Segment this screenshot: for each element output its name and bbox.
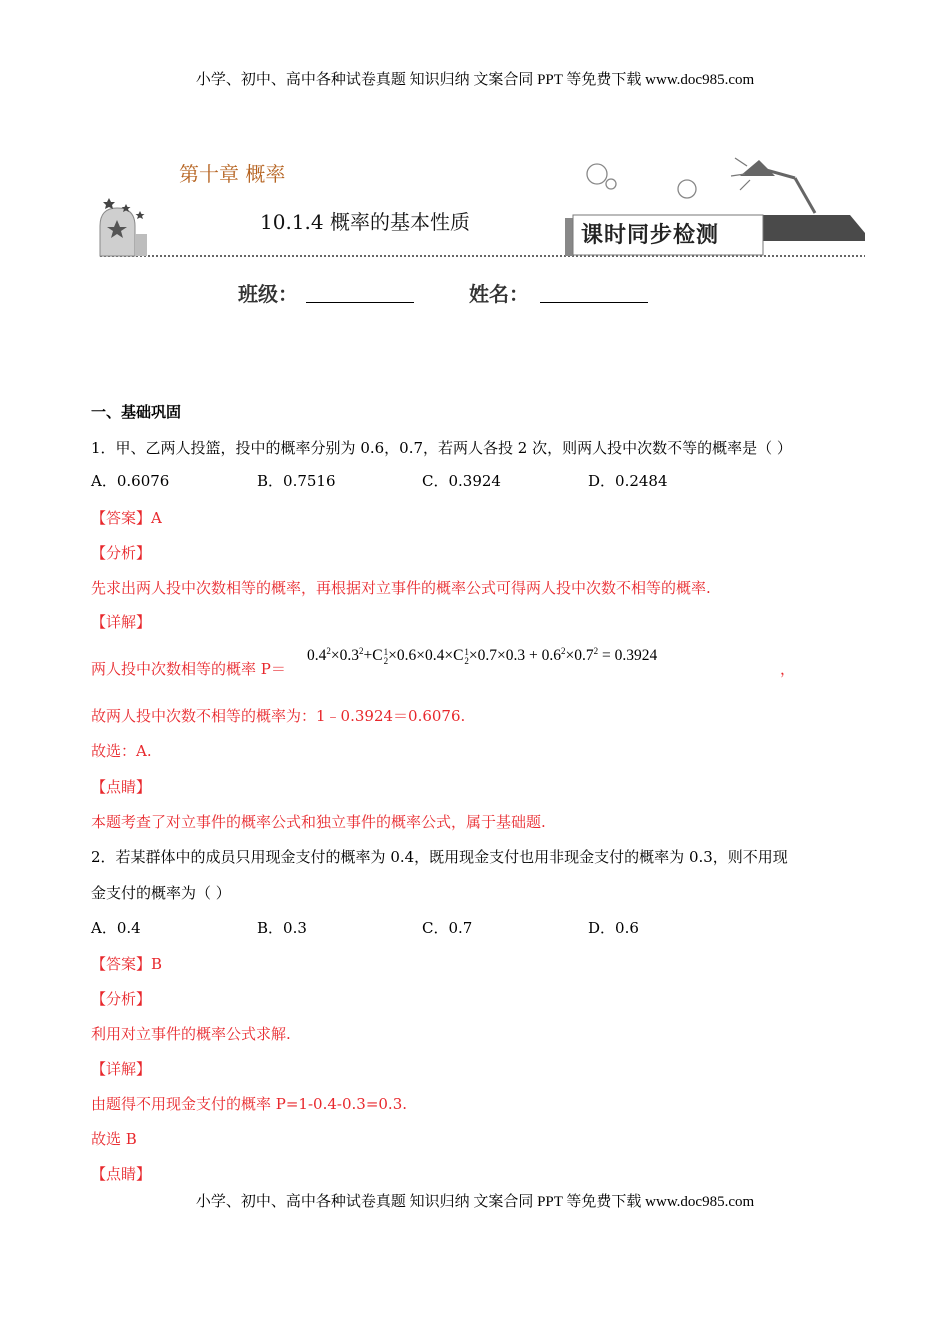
- student-info-row: [0, 278, 950, 308]
- formula-term: +C: [363, 647, 383, 665]
- q2-detail-label: 【详解】: [91, 1060, 152, 1078]
- chapter-banner: [95, 138, 865, 263]
- formula-term: ×0.3: [330, 647, 359, 665]
- formula-term: ×0.7: [565, 647, 594, 665]
- q1-detail-suffix: ，: [780, 660, 796, 678]
- formula-sup: 1: [383, 646, 389, 657]
- q2-option-c: C．0.7: [422, 919, 473, 937]
- q1-detail-2: 故两人投中次数不相等的概率为：1﹣0.3924＝0.6076.: [91, 707, 466, 725]
- section-title: 一、基础巩固: [91, 403, 182, 421]
- q2-detail: 由题得不用现金支付的概率 P=1-0.4-0.3=0.3.: [91, 1095, 408, 1113]
- formula-term: ×0.7×0.3 + 0.6: [468, 647, 562, 665]
- q1-comment: 本题考查了对立事件的概率公式和独立事件的概率公式，属于基础题.: [91, 813, 546, 831]
- page-header: 小学、初中、高中各种试卷真题 知识归纳 文案合同 PPT 等免费下载 www.doc985.com: [195, 72, 755, 88]
- q1-option-d: D．0.2484: [588, 472, 668, 490]
- formula-term: 0.4: [307, 647, 327, 665]
- q1-detail-prefix: 两人投中次数相等的概率 P＝: [91, 660, 286, 678]
- formula-exponent: 2: [593, 646, 599, 656]
- q2-analysis: 利用对立事件的概率公式求解.: [91, 1025, 291, 1043]
- formula-sub: 2: [464, 655, 469, 666]
- chapter-title: 第十章 概率: [179, 162, 286, 186]
- q1-answer: 【答案】A: [91, 509, 162, 527]
- q1-detail-label: 【详解】: [91, 613, 152, 631]
- formula-exponent: 2: [561, 646, 566, 656]
- q1-formula: [307, 646, 657, 666]
- sync-check-title: 课时同步检测: [581, 223, 720, 248]
- formula-sup: 1: [464, 646, 469, 657]
- q1-option-c: C．0.3924: [422, 472, 501, 490]
- q2-option-b: B．0.3: [257, 919, 307, 937]
- q1-option-b: B．0.7516: [257, 472, 336, 490]
- name-blank: [540, 302, 648, 303]
- formula-sub: 2: [383, 655, 389, 666]
- q2-option-d: D．0.6: [588, 919, 639, 937]
- q1-stem: 1．甲、乙两人投篮，投中的概率分别为 0.6，0.7，若两人各投 2 次，则两人投中次数不等的概率是（ ）: [91, 439, 792, 457]
- name-label: 姓名：: [469, 282, 529, 306]
- formula-exponent: 2: [359, 646, 364, 656]
- q1-comment-label: 【点睛】: [91, 778, 152, 796]
- q2-answer: 【答案】B: [91, 955, 163, 973]
- formula-exponent: 2: [326, 646, 331, 656]
- q2-detail-2: 故选 B: [91, 1130, 137, 1148]
- lesson-title: 10.1.4 概率的基本性质: [260, 210, 470, 234]
- q2-stem-line1: 2．若某群体中的成员只用现金支付的概率为 0.4，既用现金支付也用非现金支付的概率为 0.3，则不用现: [91, 848, 788, 866]
- banner-graphic: [95, 138, 865, 263]
- formula-term: = 0.3924: [602, 647, 658, 665]
- q1-option-a: A．0.6076: [91, 472, 170, 490]
- class-blank: [306, 302, 414, 303]
- q2-option-a: A．0.4: [91, 919, 141, 937]
- class-label: 班级：: [238, 282, 298, 306]
- q1-analysis: 先求出两人投中次数相等的概率，再根据对立事件的概率公式可得两人投中次数不相等的概率.: [91, 579, 711, 597]
- q2-comment-label: 【点睛】: [91, 1165, 152, 1183]
- formula-term: ×0.6×0.4×C: [388, 647, 464, 665]
- q2-analysis-label: 【分析】: [91, 990, 152, 1008]
- q1-detail-3: 故选：A.: [91, 742, 152, 760]
- q1-analysis-label: 【分析】: [91, 544, 152, 562]
- q2-stem-line2: 金支付的概率为（ ）: [91, 884, 231, 902]
- page-footer: 小学、初中、高中各种试卷真题 知识归纳 文案合同 PPT 等免费下载 www.doc985.com: [195, 1194, 755, 1210]
